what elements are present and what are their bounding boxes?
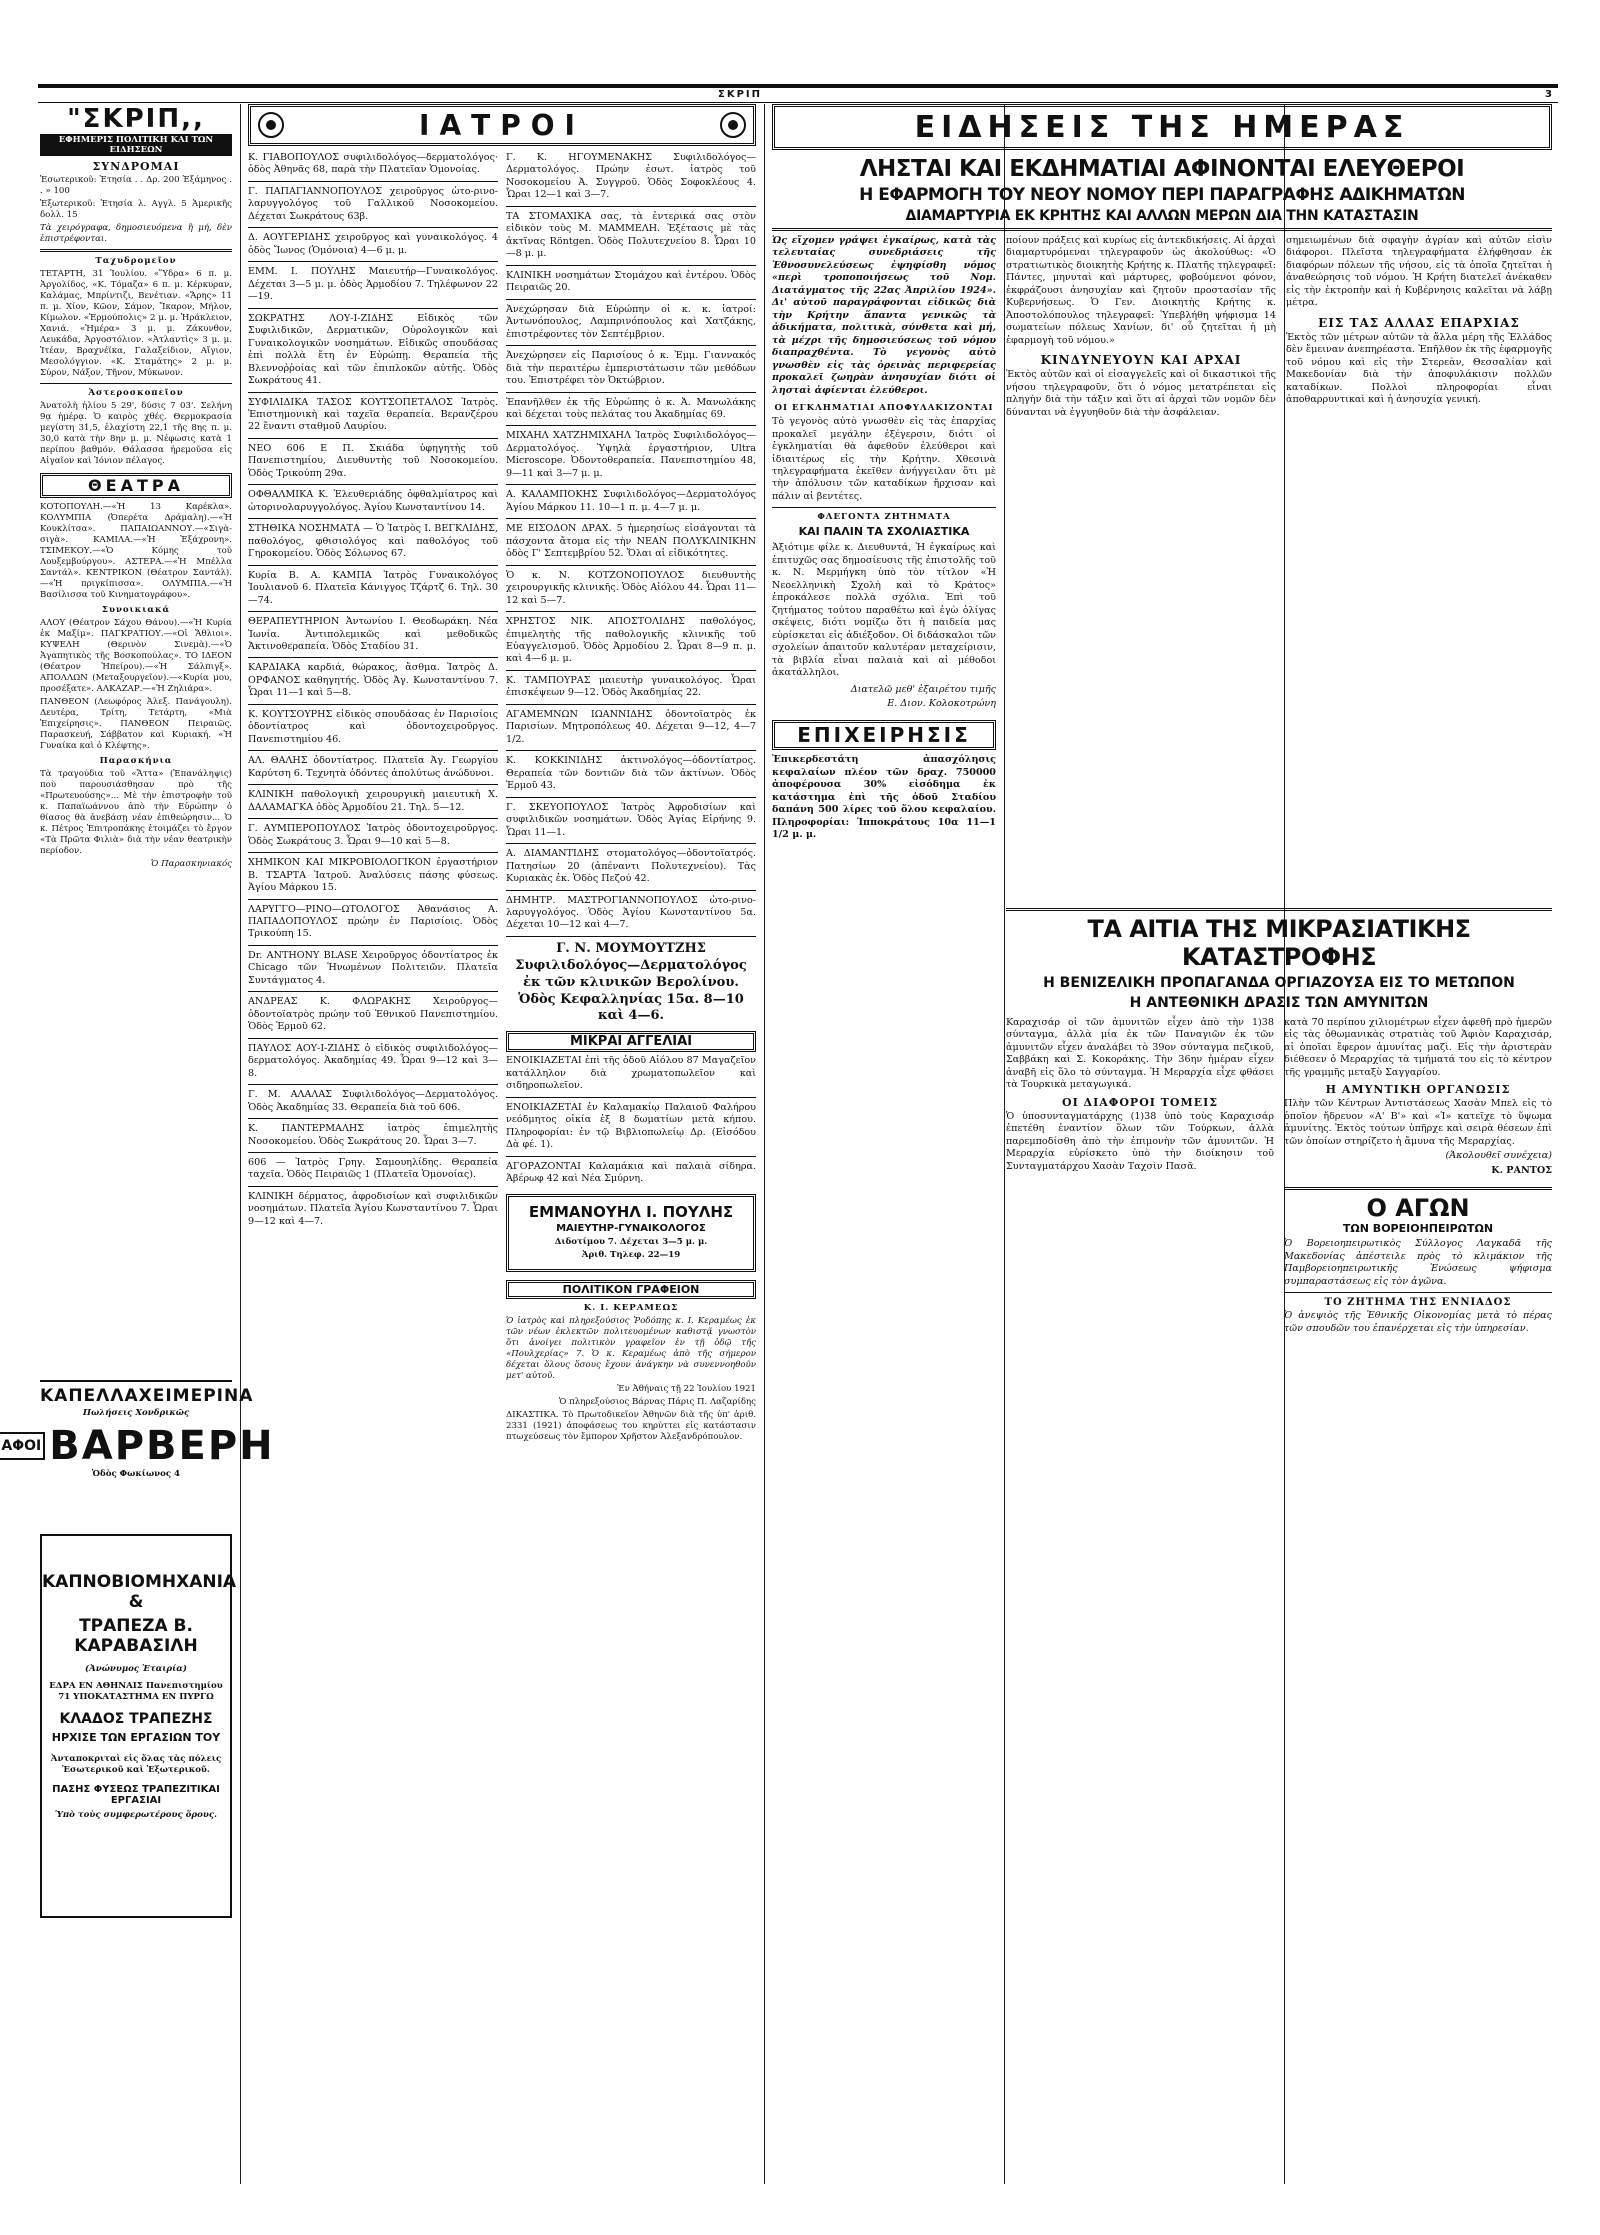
doctor-listing: ΝΕΟ 606 Ε Π. Σκιάδα ὑφηγητὴς τοῦ Πανεπιστημίου, Διευθυντὴς τοῦ Νοσοκομείου. Ὁδὸς Τρικούπη 29α.	[248, 442, 498, 479]
doctor-listing: ΜΙΧΑΗΛ ΧΑΤΖΗΜΙΧΑΗΛ Ἰατρὸς Συφιλιδολόγος—Δερματολόγος. Ὑψηλὰ ἐργαστήριον, Ultra Microscope. Ὀδοντοθεραπεία. Πανεπιστημίου 48, 9—11 καὶ 3—7 μ. μ.	[506, 430, 756, 479]
masthead-name: "ΣΚΡΙΠ,,	[67, 104, 205, 134]
political-office-date: Ἐν Ἀθήναις τῇ 22 Ἰουλίου 1921	[617, 1383, 756, 1394]
postal-text: ΤΕΤΑΡΤΗ, 31 Ἰουλίου. «Ὕδρα» 6 π. μ. Ἀργολίδος, «Κ. Τόμαζα» 6 π. μ. Κέρκυραν, Καλάμας, Μπρίντιζι, Βενέτιαν. «Ἄρης» 11 π. μ. Χίον, Κῶον, Σάμον, Ἴκαρον, Μήλον, Κίμωλον. «Ἑρμούπολις» 2 μ. μ. Ἡράκλειον, Χανιά. «Ἡμέρα» 3 μ. μ. Ζάκυνθον, Λευκάδα, Ἀργοστόλιον. «Ἀτλαντὶς» 3 μ. μ. Ἰτέαν, Βραχνέϊκα, Γαλαξείδιον, Αἴγιον, Μεσολόγγιον. «Κ. Σταμάτης» 2 μ. μ. Σύρον, Νάξον, Τῆνον, Μύκωνον.	[40, 269, 232, 378]
asia-title: ΤΑ ΑΙΤΙΑ ΤΗΣ ΜΙΚΡΑΣΙΑΤΙΚΗΣ ΚΑΤΑΣΤΡΟΦΗΣ	[1087, 915, 1471, 971]
subhead-other-provinces: ΕΙΣ ΤΑΣ ΑΛΛΑΣ ΕΠΑΡΧΙΑΣ	[1318, 315, 1520, 330]
asia-column-2	[1284, 1017, 1552, 1337]
doctor-listing: ΚΑΡΔΙΑΚΑ καρδιά, θώρακος, ἄσθμα. Ἰατρὸς Δ. ΟΡΦΑΝΟΣ καθηγητής. Ὁδὸς Ἀγ. Κωνσταντίνου 7. Ὧραι 11—1 καὶ 5—8.	[248, 662, 498, 699]
theatres-text: ΚΟΤΟΠΟΥΛΗ.—«Ἡ 13 Καρέκλα». ΚΟΛΥΜΠΙΑ (Ὀπερέτα Δράμαλη).—«Ἡ Κουκλίτσα». ΠΑΠΑΙΩΑΝΝΟΥ.—«Σιγὰ-σιγὰ». ΚΑΜΙΛΑ.—«Ἡ Ἑξάχρονη». ΤΣΙΜΕΚΟΥ.—«Ὁ Κόμης τοῦ Λουξεμβούργου». ΑΣΤΕΡΑ.—«Ἡ Μπέλλα Σαντάλ». ΚΕΝΤΡΙΚΟΝ (Θέατρον Σαντάλ).—«Ἡ πριγκίπισσα». ΟΛΥΜΠΙΑ.—«Ἡ Βασίλισσα τοῦ Κινηματογράφου».	[40, 502, 232, 600]
doctor-listing: ΑΓΑΜΕΜΝΩΝ ΙΩΑΝΝΙΔΗΣ ὀδοντοϊατρὸς ἐκ Παρισίων. Μητροπόλεως 40. Δέχεται 9—12, 4—7 1/2.	[506, 708, 756, 745]
doctor-listing: Α. ΚΑΛΑΜΠΟΚΗΣ Συφιλιδολόγος—Δερματολόγος Ἁγίου Μάρκου 11. 10—1 π. μ. 4—7 μ. μ.	[506, 489, 756, 513]
pantheon-text: ΠΑΝΘΕΟΝ (Λεωφόρος Ἀλεξ. Πανάγουλη). Δευτέρα, Τρίτη, Τετάρτη, «Μιὰ Ἐπιχείρησις». ΠΑΝΘΕΟΝ Πειραιῶς. Παρασκευή, Σάββατον καὶ Κυριακή. «Ἡ Γυναίκα καὶ ὁ Κλέφτης».	[40, 697, 232, 751]
doctor-listing: Κ. ΚΟΥΤΣΟΥΡΗΣ εἰδικὸς σπουδάσας ἐν Παρισίοις ὀδοντίατρος καὶ ὀδοντοχειροῦργος. Πανεπιστημίου 46.	[248, 708, 498, 745]
headline-main: ΛΗΣΤΑΙ ΚΑΙ ΕΚΔΗΜΑΤΙΑΙ ΑΦΙΝΟΝΤΑΙ ΕΛΕΥΘΕΡΟΙ	[859, 156, 1465, 182]
doctor-listing: ΛΑΡΥΓΓΟ—ΡΙΝΟ—ΩΤΟΛΟΓΟΣ Ἀθανάσιος Α. ΠΑΠΑΔΟΠΟΥΛΟΣ πρώην ἐν Παρισίοις. Ὁδὸς Τρικούπη 15.	[248, 903, 498, 940]
doctor-listing: Κ. ΓΙΑΒΟΠΟΥΛΟΣ συφιλιδολόγος—δερματολόγος· ὁδὸς Ἀθηνᾶς 68, παρὰ τὴν Πλατεῖαν Ὁμονοίας.	[248, 152, 498, 176]
enterprise-text: Ἐπικερδεστάτη ἀπασχόλησις κεφαλαίων πλέον τῶν δραχ. 750000 ἀποφέρουσα 30% εἰσόδημα ἐκ κατάστημα ἐπὶ τῆς ὁδοῦ Σταδίου δαπάνη 500 λίρες τοῦ ὅλου κεφαλαίου. Πληροφορίαι: Ἱπποκράτους 10α 11—1 1/2 μ. μ.	[772, 754, 996, 841]
column-rule	[764, 104, 765, 2184]
letter-signoff-name: Ε. Διον. Κολοκοτρώνη	[887, 698, 996, 709]
agon-subtitle: ΤΩΝ ΒΟΡΕΙΟΗΠΕΙΡΩΤΩΝ	[1342, 1222, 1494, 1236]
classified-item: ΔΙΚΑΣΤΙΚΑ. Τὸ Πρωτοδικεῖον Ἀθηνῶν διὰ τῆς ὑπ' ἀριθ. 2331 (1921) ἀποφάσεως του κηρύττει εἰς κατάστασιν πτωχεύσεως τὸν ἔμπορον Χρῆστον Ἀλεξανδρόπουλον.	[506, 1409, 756, 1442]
doctors-list-2	[506, 152, 756, 1445]
enterprise-heading: ΕΠΙΧΕΙΡΗΣΙΣ	[772, 720, 996, 750]
obstetrician-role: ΜΑΙΕΥΤΗΡ-ΓΥΝΑΙΚΟΛΟΓΟΣ	[556, 1222, 706, 1234]
page-number: 3	[1545, 89, 1552, 100]
doctor-listing: ΚΛΙΝΙΚΗ νοσημάτων Στομάχου καὶ ἐντέρου. Ὁδὸς Πειραιῶς 20.	[506, 269, 756, 294]
asia-subhead-sectors: ΟΙ ΔΙΑΦΟΡΟΙ ΤΟΜΕΙΣ	[1061, 1095, 1218, 1109]
page-header-title: ΣΚΡΙΠ	[718, 89, 762, 100]
doctor-listing: ΧΡΗΣΤΟΣ ΝΙΚ. ΑΠΟΣΤΟΛΙΔΗΣ παθολόγος, ἐπιμελητὴς τῆς παθολογικῆς κλινικῆς τοῦ Εὐαγγελισμοῦ. Ὁδὸς Ἀρμοδίου 2. Ὧραι 8—9 π. μ. καὶ 4—6 μ. μ.	[506, 616, 756, 665]
asia-subtitle-1: Η ΒΕΝΙΖΕΛΙΚΗ ΠΡΟΠΑΓΑΝΔΑ ΟΡΓΙΑΖΟΥΣΑ ΕΙΣ ΤΟ ΜΕΤΩΠΟΝ	[1043, 975, 1515, 991]
story-crete-end: σημειωμένων διὰ σφαγὴν ἀγρίαν καὶ αὐτῶν εἰσὶν διάφοροι. Πλεῖστα τηλεγραφήματα ἐλήφθησαν ἐκ διαφόρων πόλεων τῆς νήσου, εἰς τὰ ὁποῖα ζητεῖται ἡ ἀναθεώρησις τοῦ νόμου. Ἡ Κρήτη διατελεῖ ἀνέκαθεν εἰς τὴν ἐκτροπὴν καὶ ἡ Κυβέρνησις καλεῖται νὰ λάβῃ μέτρα.	[1286, 235, 1552, 309]
doctor-listing: Γ. ΠΑΠΑΓΙΑΝΝΟΠΟΥΛΟΣ χειροῦργος ὠτο-ρινο-λαρυγγολόγος τοῦ Γαλλικοῦ Νοσοκομείου. Δέχεται Σωκράτους 63β.	[248, 185, 498, 222]
doctor-listing: Γ. Κ. ΗΓΟΥΜΕΝΑΚΗΣ Συφιλιδολόγος—Δερματολόγος. Πρώην ἐσωτ. ἰατρὸς τοῦ Νοσοκομείου Ἀ. Συγγροῦ. Ὁδὸς Σοφοκλέους 4. Ὧραι 12—1 καὶ 3—7.	[506, 152, 756, 201]
ornament-icon	[719, 111, 747, 139]
doctor-listing: Ἐπανῆλθεν ἐκ τῆς Εὐρώπης ὁ κ. Ἀ. Μανωλάκης καὶ δέχεται τοὺς πελάτας του Ἀκαδημίας 69.	[506, 396, 756, 420]
asia-text-1: Καραχισάρ οἱ τῶν ἀμυνιτῶν εἶχεν ἀπὸ τὴν 1)38 σύνταγμα, ἀλλὰ μία ἐκ τῶν Παναγιῶν ἐκ τῶν ἀμυνιτῶν εἶχεν ἀναλάβει τὸ 39ον σύνταγμα πεζικοῦ, Σαββάκη καὶ Σ. Κοκοράκης. Τὴν 36ην ἡμέραν εἶχεν ἀναβῆ εἰς ὅλο τὸ σύνταγμα. Ἡ Μεραρχία εἶχε φθάσει τὰ Τουρκικὰ μεταγωγικά.	[1006, 1017, 1274, 1091]
observatory-text: Ἀνατολὴ ἡλίου 5 29', δύσις 7 03'. Σελήνη 9ᾳ ἡμέρᾳ. Ὁ καιρὸς χθές. Θερμοκρασία μεγίστη 31,5, ἐλαχίστη 22,1 τῆς 8ης π. μ. 30,0 κατὰ τὴν 8ην μ. μ. Νέφωσις κατὰ 1 περίπου βαθμόν. Θάλασσα ἠρεμοῦσα εἰς Αἰγαῖον καὶ Ἰόνιον πέλαγος.	[40, 401, 232, 466]
doctor-listing: ΚΛΙΝΙΚΗ δέρματος, ἀφροδισίων καὶ συφιλιδικῶν νοσημάτων. Πλατεῖα Ἁγίου Κωνσταντίνου 7. Ὧραι 9—12 καὶ 4—7.	[248, 1190, 498, 1227]
headline-secondary: Η ΕΦΑΡΜΟΓΗ ΤΟΥ ΝΕΟΥ ΝΟΜΟΥ ΠΕΡΙ ΠΑΡΑΓΡΑΦΗΣ ΑΔΙΚΗΜΑΤΩΝ	[859, 185, 1465, 205]
subscriptions-foreign: Ἐξωτερικοῦ: Ἐτησία λ. Αγγλ. 5 Ἀμερικῆς δολλ. 15	[40, 199, 232, 220]
ennea-text: Ὁ ἀνεψιὸς τῆς Ἐθνικῆς Οἰκονομίας μετὰ τὸ πέρας τῶν σπουδῶν του ἐπανέρχεται εἰς τὴν ὑπηρεσίαν.	[1284, 1310, 1552, 1334]
news-banner	[772, 104, 1552, 150]
ennea-title: ΤΟ ΖΗΤΗΜΑ ΤΗΣ ΕΝΝΙΑΔΟΣ	[1324, 1297, 1512, 1309]
story-crete-continued: ποίουν πράξεις καὶ κυρίως εἰς ἀντεκδικήσεις. Αἱ ἀρχαὶ διαμαρτυρόμεναι τηλεγραφοῦν ὡς ἀκολούθως: «Ὁ στρατιωτικὸς διοικητὴς Κρήτης κ. Πλατῆς τηλεγραφεῖ: Πάντες, μηνυταὶ καὶ μάρτυρες, φοβούμενοι φόνον, ἐκφράζουσι ἀνησυχίαν καὶ ζητοῦν προστασίαν τῆς Κυβερνήσεως. Ὁ Γεν. Διοικητὴς Κρήτης κ. Ἀποστολόπουλος τηλεγραφεῖ: Ὑπεβλήθη ψήφισμα 14 σωματείων πόλεως Χανίων, δι' οὗ ζητεῖται ἡ μὴ ἐφαρμογὴ τοῦ νόμου.»	[1006, 235, 1276, 346]
subhead-burning-2: ΚΑΙ ΠΑΛΙΝ ΤΑ ΣΧΟΛΙΑΣΤΙΚΑ	[798, 525, 970, 539]
postal-title: Ταχυδρομεῖον	[95, 256, 177, 266]
news-column-3	[1286, 235, 1552, 844]
doctor-listing-featured: Γ. Ν. ΜΟΥΜΟΥΤΖΗΣ Συφιλιδολόγος—Δερματολόγος ἐκ τῶν κλινικῶν Βερολίνου. Ὁδὸς Κεφαλληνίας 15α. 8—10 καὶ 4—6.	[515, 940, 747, 1024]
doctors-list-1	[248, 152, 498, 1445]
doctor-listing: ΣΤΗΘΙΚΑ ΝΟΣΗΜΑΤΑ — Ὁ Ἰατρὸς Ι. ΒΕΓΚΛΙΔΗΣ, παθολόγος, φθισιολόγος καὶ παθολόγος τοῦ Γηροκομείου. Ὁδὸς Σόλωνος 67.	[248, 523, 498, 560]
doctor-listing: ΕΜΜ. Ι. ΠΟΥΛΗΣ Μαιευτήρ—Γυναικολόγος. Δέχεται 3—5 μ. μ. ὁδὸς Ἀρμοδίου 7. Τηλέφωνον 22—19.	[248, 266, 498, 303]
left-column	[1, 104, 275, 2184]
asia-text-2b: Πλὴν τῶν Κέντρων Ἀντιστάσεως Χασὰν Μπελ εἰς τὸ ὁποῖον ἤδρευον «Α' Β'» καὶ «Ἱ» κατεῖχε τὸ ὕψωμα ἀμυνίτης. Ἐκτὸς τούτων ὑπῆρχε καὶ σειρὰ θέσεων ἐπὶ τῶν ὁποίων στηρίζετο ἡ ἄμυνα τῆς Μεραρχίας.	[1284, 1098, 1552, 1147]
asia-text-1b: Ὁ ὑποσυνταγματάρχης (1)38 ὑπὸ τοὺς Καραχισάρ ἐπετέθη ἐναντίον ὅλων τῶν Τούρκων, ἀλλὰ παρεμποδίσθη ἀπὸ τὴν ἐπιμονὴν τῶν ἀμυνιτῶν. Ἡ Μεραρχία εὑρίσκετο ὑπὸ τὴν διοίκησιν τοῦ Συνταγματάρχου Χασὰν Ταχσὶν Πασᾶ.	[1006, 1110, 1274, 1172]
story-danger: Ἐκτὸς αὐτῶν καὶ οἱ εἰσαγγελεῖς καὶ οἱ δικαστικοὶ τῆς νήσου τηλεγραφοῦν, ὅτι ὁ νόμος μετατρέπεται εἰς πληγὴν διὰ τὴν τάξιν καὶ ὅτι αἱ ἀρχαὶ τῶν νομῶν δὲν δύνανται νὰ ἐγγυηθοῦν διὰ τὴν ἀσφάλειαν.	[1006, 369, 1276, 418]
doctor-listing: Γ. ΑΥΜΠΕΡΟΠΟΥΛΟΣ Ἰατρὸς ὀδοντοχειροῦργος. Ὁδὸς Σωκράτους 3. Ὧραι 9—10 καὶ 5—8.	[248, 823, 498, 847]
story-prisoners: Τὸ γεγονὸς αὐτὸ γνωσθὲν εἰς τὰς ἐπαρχίας προκαλεῖ μεγάλην ἐξέγερσιν, διότι οἱ ἐγκληματίαι θὰ ἀφεθοῦν ἐλεύθεροι καὶ ἰδιαιτέρως εἰς τὴν Κρήτην. Χθεσινὰ τηλεγραφήματα ἐκεῖθεν ἀνήγγειλαν ὅτι μὲ τὴν ἀπόλυσιν τῶν καταδίκων ἤρχισαν καὶ πάλιν αἱ βεντέτες.	[772, 416, 996, 502]
doctor-listing: ΟΦΘΑΛΜΙΚΑ Κ. Ἐλευθεριάδης ὀφθαλμίατρος καὶ ὠτορινολαρυγγολόγος. Ἀγίου Κωνσταντίνου 14.	[248, 489, 498, 513]
bank-ad-line8: ΠΑΣΗΣ ΦΥΣΕΩΣ ΤΡΑΠΕΖΙΤΙΚΑΙ ΕΡΓΑΣΙΑΙ	[52, 1784, 220, 1806]
asia-continued: (Ἀκολουθεῖ συνέχεια)	[1445, 1150, 1552, 1162]
doctors-section	[248, 104, 756, 2184]
obstetrician-address: Διδοτίμου 7. Δέχεται 3—5 μ. μ.	[554, 1236, 708, 1247]
doctor-listing: Κυρία Β. Α. ΚΑΜΠΑ Ἰατρὸς Γυναικολόγος Ἰουλιανοῦ 6. Πλατεῖα Κάνιγγος Τζάρτζ 6. Τηλ. 30—74.	[248, 569, 498, 606]
doctor-listing: ΑΝΔΡΕΑΣ Κ. ΦΛΩΡΑΚΗΣ Χειροῦργος—ὀδοντοϊατρὸς πρώην τοῦ Ἐθνικοῦ Πανεπιστημίου. Ὁδὸς Ἑρμοῦ 62.	[248, 996, 498, 1033]
political-office-text: Ὁ ἰατρὸς καὶ πληρεξούσιος Ῥοδόπης κ. Ι. Κεραμέως ἐκ τῶν νέων ἐκλεκτῶν πολιτευομένων καθιστᾷ γνωστὸν ὅτι ἀνοίγει πολιτικὸν γραφεῖον ἐν τῇ ὁδῷ τῆς «Πουλχερίας» 7. Ὁ κ. Κεραμέως ἀπὸ τῆς σήμερον δέχεται ὅλους ὅσους ἔχουν ἀνάγκην νὰ συνεννοηθοῦν μετ' αὐτοῦ.	[506, 1315, 756, 1381]
hat-shop-address: Ὁδὸς Φωκίωνος 4	[91, 1469, 181, 1479]
bank-ad-line4: ΕΔΡΑ ΕΝ ΑΘΗΝΑΙΣ Πανεπιστημίου 71 ΥΠΟΚΑΤΑΣΤΗΜΑ ΕΝ ΠΥΡΓΩ	[49, 1681, 223, 1702]
doctor-listing: Γ. ΣΚΕΥΟΠΟΥΛΟΣ Ἰατρὸς Ἀφροδισίων καὶ συφιλιδικῶν νοσημάτων. Ὁδὸς Ἀγίας Εἰρήνης 9. Ὧραι 11—1.	[506, 801, 756, 838]
doctor-listing: Δ. ΑΟΥΓΕΡΙΔΗΣ χειροῦργος καὶ γυναικολόγος. 4 ὁδὸς Ἴωνος (Ὁμόνοια) 4—6 μ. μ.	[248, 232, 498, 256]
classified-item: ΕΝΟΙΚΙΑΖΕΤΑΙ ἐπὶ τῆς ὁδοῦ Αἰόλου 87 Μαγαζεῖον κατάλληλον διὰ χρωματοπωλεῖον καὶ σιδηροπωλεῖον.	[506, 1055, 756, 1092]
page-header-bar	[38, 84, 1558, 103]
story-other-provinces: Ἐκτὸς τῶν μέτρων αὐτῶν τὰ ἄλλα μέρη τῆς Ἑλλάδος δὲν ἔμειναν ἀνεπηρέαστα. Ἐπῆλθον ἐκ τῆς ἐφαρμογῆς τοῦ νόμου καὶ εἰς τὴν Στερεὰν, Θεσσαλίαν καὶ Μακεδονίαν διὰ τὴν ἀποφυλάκισιν πολλῶν καταδίκων. Πολλοὶ πληροφορίαι εἶναι ἀποθαρρυντικαὶ καὶ ἡ ἀνησυχία γενική.	[1286, 331, 1552, 406]
news-column-1	[772, 235, 996, 844]
asia-minor-article	[1006, 904, 1552, 2004]
bank-ad-line6: ΗΡΧΙΣΕ ΤΩΝ ΕΡΓΑΣΙΩΝ ΤΟΥ	[51, 1731, 221, 1744]
doctor-listing: Κ. ΤΑΜΠΟΥΡΑΣ μαιευτὴρ γυναικολόγος. Ὧραι ἐπισκέψεων 9—12. Ὁδὸς Ἀκαδημίας 22.	[506, 674, 756, 699]
doctor-listing: ΑΛ. ΘΑΛΗΣ ὀδοντίατρος. Πλατεῖα Ἀγ. Γεωργίου Καρύτση 6. Τεχνητὰ ὀδόντες ἀπολύτως ἀνώδυνοι.	[248, 755, 498, 779]
suburban-text: ΑΛΟΥ (Θέατρον Σάχου Θάνου).—«Ἡ Κυρία ἐκ Μαξίμ». ΠΑΓΚΡΑΤΙΟΥ.—«Οἱ Ἄθλιοι». ΚΥΨΕΛΗ (Θερινὸν Σινεμὰ).—«Ὁ Ἀγαπητικὸς τῆς Βοσκοπούλας». ΤΟ ΙΔΕΟΝ (Θέατρον Ἡπείρου).—«Ἡ Σάλπιγξ». ΑΠΟΛΛΩΝ (Μεταξουργεῖον).—«Κυρία μου, προσέξατε». ΑΛΚΑΖΑΡ.—«Ἡ Ζηλιάρα».	[40, 618, 232, 694]
political-office-signature: Ὁ πληρεξούσιος Βάρνας Πάρις Π. Λαζαρίδης	[559, 1396, 756, 1407]
news-banner-title: ΕΙΔΗΣΕΙΣ ΤΗΣ ΗΜΕΡΑΣ	[914, 109, 1410, 145]
doctor-listing: ΠΑΥΛΟΣ ΑΟΥ-Ι-ΖΙΔΗΣ ὁ εἰδικὸς συφιλιδολόγος—δερματολόγος. Ἀκαδημίας 49. Ὧραι 9—12 καὶ 3—8.	[248, 1042, 498, 1079]
doctor-listing: 606 — Ἰατρὸς Γρηγ. Σαμουηλίδης. Θεραπεία ταχεῖα. Ὁδὸς Πειραιῶς 1 (Πλατεῖα Ὁμονοίας).	[248, 1157, 498, 1181]
subhead-prisoners: ΟΙ ΕΓΚΛΗΜΑΤΙΑΙ ΑΠΟΦΥΛΑΚΙΖΟΝΤΑΙ	[774, 403, 994, 414]
doctor-listing: ΚΛΙΝΙΚΗ παθολογικὴ χειρουργικὴ μαιευτικὴ Χ. ΔΑΛΑΜΑΓΚΑ ὁδὸς Ἀρμοδίου 21. Τηλ. 5—12.	[248, 789, 498, 813]
backstage-text: Τὰ τραγούδια τοῦ «Ἄττα» (Ἐπανάληψις) ποὺ παρουσιάσθησαν πρὸ τῆς «Πρωτευούσης»... Μὲ τὴν ἐπιστροφὴν τοῦ κ. Παπαϊωάννου ἀπὸ τὴν Εὐρώπην ὁ θίασος θὰ ἀνεβάσῃ νέαν ἐπιθεώρησιν... Ὁ κ. Πέτρος Ἐπιτροπάκης ἐτοιμάζει τὸ ἔργον «Τὰ Πρῶτα Φιλιὰ» διὰ τὴν νέαν θεατρικὴν περίοδον.	[40, 769, 232, 856]
ornament-icon	[257, 111, 285, 139]
suburban-title: Συνοικιακά	[101, 605, 171, 615]
doctor-listing: ΧΗΜΙΚΟΝ ΚΑΙ ΜΙΚΡΟΒΙΟΛΟΓΙΚΟΝ ἐργαστήριον Β. ΤΣΑΡΤΑ Ἰατροῦ. Ἀναλύσεις πάσης φύσεως. Ἀγίου Μάρκου 15.	[248, 857, 498, 894]
column-rule	[240, 104, 241, 2184]
bank-ad-line5: ΚΛΑΔΟΣ ΤΡΑΠΕΖΗΣ	[59, 1711, 213, 1727]
doctors-title: ΙΑΤΡΟΙ	[419, 108, 585, 142]
agon-title: Ο ΑΓΩΝ	[1366, 1194, 1470, 1223]
manuscripts-note: Τὰ χειρόγραφα, δημοσιευόμενα ἢ μή, δὲν ἐπιστρέφονται.	[40, 223, 232, 244]
story-crete-intro: Ὡς εἴχομεν γράψει ἐγκαίρως, κατὰ τὰς τελευταίας συνεδριάσεις τῆς Ἐθνοσυνελεύσεως ἐψηφίσθη νόμος «περὶ τροποποιήσεως τοῦ Νομ. Διατάγματος τῆς 22ας Ἀπριλίου 1924». Δι' αὐτοῦ παραγράφονται εἰδικῶς διὰ τὴν Κρήτην ἅπαντα γενικῶς τὰ ἀδικήματα, πολιτικὰ, σύνθετα καὶ μή, τὰ μέχρι τῆς δημοσιεύσεως τοῦ νόμου διαπραχθέντα. Τὸ γεγονὸς αὐτὸ γνωσθὲν εἰς τὰς ὀρεινὰς περιφερείας προκαλεῖ ζωηρὰν ἀνησυχίαν διότι οἱ λησταὶ ἀφίενται ἐλεύθεροι.	[772, 235, 996, 396]
subscriptions-title: ΣΥΝΔΡΟΜΑΙ	[92, 160, 180, 173]
bank-ad-line3: (Ἀνώνυμος Ἑταιρία)	[85, 1664, 187, 1674]
doctor-listing: ΤΑ ΣΤΟΜΑΧΙΚΑ σας, τὰ ἐντερικά σας στὸν εἰδικὸν τοὺς Μ. ΜΑΜΜΕΛΗ. Ἐξέτασις μὲ τὰς ἀκτῖνας Röntgen. Ὁδὸς Πολυτεχνείου 8. Ὧραι 10—8 μ. μ.	[506, 210, 756, 260]
doctor-listing: Ἀνεχώρησαν διὰ Εὐρώπην οἱ κ. κ. ἰατροί: Ἀντωνόπουλος, Λαμπρινόπουλος καὶ Χατζάκης, ἐπιστρέφοντες τὸν Σεπτέμβριον.	[506, 303, 756, 340]
observatory-title: Ἀστεροσκοπεῖον	[88, 388, 184, 398]
news-section	[772, 104, 1552, 2184]
doctor-listing: ΣΩΚΡΑΤΗΣ ΛΟΥ-Ι-ΖΙΔΗΣ Εἰδικὸς τῶν Συφιλιδικῶν, Δερματικῶν, Οὐρολογικῶν καὶ Γυναικολογικῶν νοσημάτων. Εἰδικῶς σπουδάσας ἐπὶ πολλὰ ἔτη ἐν Εὐρώπῃ. Θεραπεία τῆς Βλεννοῤῥοίας καὶ τῶν ἐπιπλοκῶν αὐτῆς. Ὁδὸς Σωκράτους 41.	[248, 312, 498, 387]
hat-shop-afoi: ΑΦΟΙ	[0, 1432, 45, 1460]
masthead-subtitle: ΕΦΗΜΕΡΙΣ ΠΟΛΙΤΙΚΗ ΚΑΙ ΤΩΝ ΕΙΔΗΣΕΩΝ	[40, 134, 232, 156]
doctor-listing: Ἀνεχώρησεν εἰς Παρισίους ὁ κ. Ἐμμ. Γιαννακός διὰ τὴν περαιτέρω ἐμπεριστάτωσιν τῶν μεθόδων του. Ἐπιστρέφει τὸν Ὀκτώβριον.	[506, 350, 756, 387]
obstetrician-name: ΕΜΜΑΝΟΥΗΛ Ι. ΠΟΥΛΗΣ	[528, 1202, 734, 1221]
backstage-signature: Ὁ Παρασκηνιακός	[151, 859, 232, 869]
news-column-2	[1006, 235, 1276, 844]
hat-shop-wholesale: Πωλήσεις Χονδρικῶς	[82, 1408, 190, 1418]
doctor-listing: Ὁ κ. Ν. ΚΟΤΖΟΝΟΠΟΥΛΟΣ διευθυντὴς χειρουργικῆς κλινικῆς. Ὁδὸς Αἰόλου 44. Ὧραι 11—12 καὶ 5—7.	[506, 569, 756, 606]
obstetrician-notice	[506, 1194, 756, 1272]
hat-shop-kapella: ΚΑΠΕΛΛΑ	[40, 1386, 139, 1406]
doctors-banner	[248, 104, 756, 146]
doctor-listing: Α. ΔΙΑΜΑΝΤΙΔΗΣ στοματολόγος—ὀδοντοϊατρός. Πατησίων 20 (ἀπέναντι Πολυτεχνείου). Τὰς Κυριακὰς ἐκ. Ὁδὸς Πεζού 42.	[506, 848, 756, 885]
doctor-listing: Κ. ΚΟΚΚΙΝΙΔΗΣ ἀκτινολόγος—ὀδοντίατρος. Θεραπεία τῶν δοντιῶν διὰ τῶν ἀκτίνων. Ὁδὸς Ἑρμοῦ 43.	[506, 755, 756, 792]
classified-item: ΑΓΟΡΑΖΟΝΤΑΙ Καλαμάκια καὶ παλαιὰ σίδηρα. Ἀβέρωφ 42 καὶ Νέα Σμύρνη.	[506, 1160, 756, 1185]
doctor-listing: Γ. Μ. ΑΛΑΛΑΣ Συφιλιδολόγος—Δερματολόγος. Ὁδὸς Ἀκαδημίας 33. Θεραπεία διὰ τοῦ 606.	[248, 1089, 498, 1113]
doctor-listing: ΜΕ ΕΙΣΟΔΟΝ ΔΡΑΧ. 5 ἡμερησίως εἰσάγονται τὰ πάσχοντα ἄτομα εἰς τὴν ΝΕΑΝ ΠΟΛΥΚΛΙΝΙΚΗΝ ὁδὸς Γ' Σεπτεμβρίου 52. Ὅλαι αἱ εἰδικότητες.	[506, 523, 756, 560]
asia-column-1	[1006, 1017, 1274, 1337]
story-burning: Ἀξιότιμε φίλε κ. Διευθυντά, Ἡ ἐγκαίρως καὶ ἐπιτυχῶς σας δημοσίευσις τῆς ἐπιστολῆς τοῦ κ. Ν. Μερμήγκη ὑπὸ τὸν τίτλον «Ἡ Νεοελληνικὴ Σχολὴ καὶ τὸ Κράτος» ἐπροκάλεσε πολλὰ σχόλια. Ἐπὶ τοῦ ζητήματος τούτου παραθέτω καὶ ἐγὼ ὀλίγας σκέψεις, διότι νομίζω ὅτι ἡ παιδεία μας εὑρίσκεται εἰς ἀδιέξοδον. Οἱ διδάσκαλοι τῶν σχολείων ἀπαιτοῦν καλυτέραν μεταχείρισιν, τὰ βιβλία εἶναι παλαιὰ καὶ αἱ μέθοδοι ἀκατάλληλοι.	[772, 542, 996, 679]
asia-author: Κ. ΡΑΝΤΟΣ	[1491, 1164, 1552, 1176]
asia-subtitle-2: Η ΑΝΤΕΘΝΙΚΗ ΔΡΑΣΙΣ ΤΩΝ ΑΜΥΝΙΤΩΝ	[1129, 995, 1429, 1011]
obstetrician-phone: Ἀριθ. Τηλεφ. 22—19	[581, 1249, 681, 1260]
agon-text: Ὁ Βορειοηπειρωτικὸς Σύλλογος Λαγκαδᾶ τῆς Μακεδονίας ἀπέστειλε πρὸς τὸ κλιμάκιον τῆς Παμβορειοηπειρωτικῆς Ἑνώσεως ψήφισμα συμπαραστάσεως εἰς τὸν ἀγῶνα.	[1284, 1238, 1552, 1287]
doctor-listing: ΣΥΦΙΛΙΔΙΚΑ ΤΑΣΟΣ ΚΟΥΤΣΟΠΕΤΑΛΟΣ Ἰατρὸς. Ἐπιστημονικὴ καὶ ταχεῖα θεραπεία. Βερανζέρου 22 ἔναντι σταθμοῦ Λαυρίου.	[248, 396, 498, 433]
asia-subhead-defense: Η ΑΜΥΝΤΙΚΗ ΟΡΓΑΝΩΣΙΣ	[1325, 1083, 1511, 1097]
bank-ad-line9: Ὑπὸ τοὺς συμφερωτέρους ὅρους.	[54, 1810, 218, 1820]
classifieds-heading: ΜΙΚΡΑΙ ΑΓΓΕΛΙΑΙ	[506, 1031, 756, 1052]
subhead-burning: ΦΛΕΓΟΝΤΑ ΖΗΤΗΜΑΤΑ	[817, 512, 951, 523]
classified-item: ΕΝΟΙΚΙΑΖΕΤΑΙ ἐν Καλαμακίῳ Παλαιοῦ Φαλήρου νεόδμητος οἰκία ἐξ 8 δωματίων μετὰ κήπου. Πληροφορίαι: ἐν τῷ Βιβλιοπωλείῳ Δρ. (Εἰσόδου Δὰ φέ. 1).	[506, 1101, 756, 1151]
doctor-listing: ΘΕΡΑΠΕΥΤΗΡΙΟΝ Ἀντωνίου Ι. Θεοδωράκη. Νέα Ἰωνία. Ἀντιπολεμικῶς καὶ μεθοδικῶς Ἀκτινοθεραπεία. Ὁδὸς Σταδίου 31.	[248, 616, 498, 652]
headline-tertiary: ΔΙΑΜΑΡΤΥΡΙΑ ΕΚ ΚΡΗΤΗΣ ΚΑΙ ΑΛΛΩΝ ΜΕΡΩΝ ΔΙΑ ΤΗΝ ΚΑΤΑΣΤΑΣΙΝ	[905, 208, 1419, 224]
subscriptions-domestic: Ἐσωτερικοῦ: Ἐτησία . . Δρ. 200 Ἑξάμηνος . . » 100	[40, 175, 232, 196]
bank-ad	[40, 1534, 237, 1918]
subhead-danger: ΚΙΝΔΥΝΕΥΟΥΝ ΚΑΙ ΑΡΧΑΙ	[1040, 353, 1242, 368]
doctor-listing: Κ. ΠΑΝΤΕΡΜΑΛΗΣ ἰατρὸς ἐπιμελητὴς Νοσοκομείου. Ὁδὸς Σωκράτους 20. Ὧραι 3—7.	[248, 1123, 498, 1147]
bank-ad-line7: Ἀνταποκριταὶ εἰς ὅλας τὰς πόλεις Ἐσωτερικοῦ καὶ Ἐξωτερικοῦ.	[50, 1754, 222, 1775]
letter-signoff: Διατελῶ μεθ' ἐξαιρέτου τιμῆς	[850, 683, 996, 695]
hat-shop-ad	[1, 1380, 275, 1512]
bank-ad-line2: ΤΡΑΠΕΖΑ Β. ΚΑΡΑΒΑΣΙΛΗ	[74, 1616, 198, 1656]
hat-shop-varveri: ΒΑΡΒΕΡΗ	[49, 1423, 275, 1469]
doctor-listing: ΔΗΜΗΤΡ. ΜΑΣΤΡΟΓΙΑΝΝΟΠΟΥΛΟΣ ὠτο-ρινο-λαρυγγολόγος. Ὁδὸς Ἁγίου Κωνσταντίνου 5α. Δέχεται 10—12 καὶ 4—7.	[506, 894, 756, 931]
theatres-heading: ΘΕΑΤΡΑ	[40, 473, 232, 498]
political-office-heading: ΠΟΛΙΤΙΚΟΝ ΓΡΑΦΕΙΟΝ	[506, 1280, 756, 1299]
asia-text-2: κατὰ 70 περίπου χιλιομέτρων εἶχεν ἀφεθῆ πρὸ ἡμερῶν εἰς τὰς ὀθωμανικὰς στρατιὰς τοῦ Ἀφιὸν Καραχισάρ, αἱ ὁποῖαι ἔφερον ἀμυνίτας μαζὶ. Εἰς τὴν ἀριστερὰν διέθεσεν ὁ Μεραρχίας τὰ τμήματά του εἰς τὸ κέντρον τῆς γραμμῆς μεταξὺ Σαγγαρίου.	[1284, 1017, 1552, 1078]
backstage-title: Παρασκήνια	[99, 756, 173, 766]
bank-ad-line1: ΚΑΠΝΟΒΙΟΜΗΧΑΝΙΑ &	[42, 1572, 237, 1612]
hat-shop-xeimerina: ΧΕΙΜΕΡΙΝΑ	[138, 1386, 254, 1406]
doctor-listing: Dr. ANTHONY BLASE Χειροῦργος ὀδοντίατρος ἐκ Chicago τῶν Ἡνωμένων Πολιτειῶν. Πλατεῖα Συντάγματος 4.	[248, 949, 498, 986]
political-office-name: Κ. Ι. ΚΕΡΑΜΕΩΣ	[583, 1302, 679, 1313]
agon-box	[1284, 1187, 1552, 1335]
